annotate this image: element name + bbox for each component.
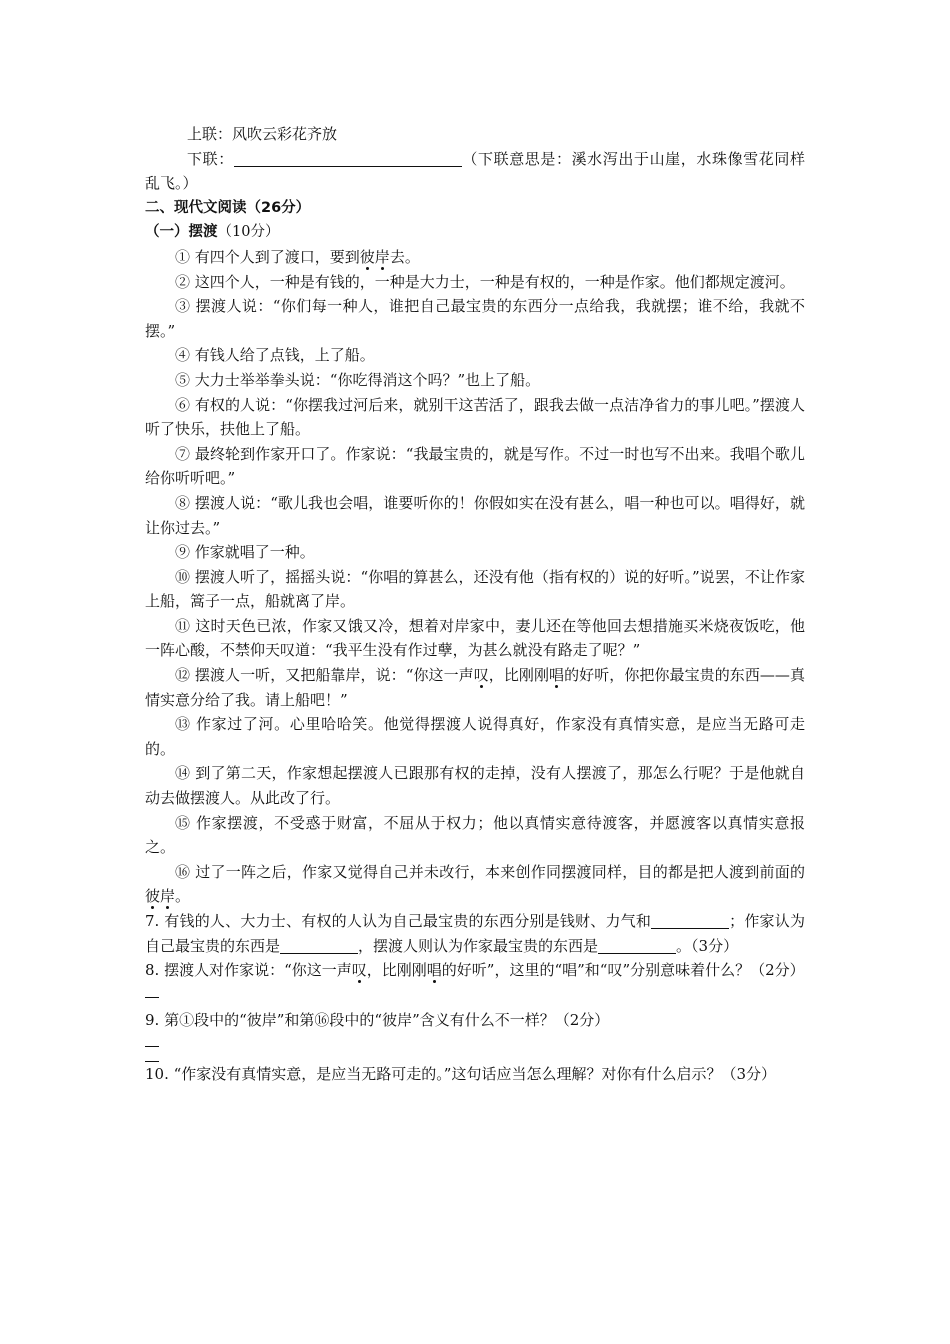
paragraph-14: ⑭ 到了第二天，作家想起摆渡人已跟那有权的走掉，没有人摆渡了，那怎么行呢？于是他就自动去做摆渡人。从此改了行。 [145, 764, 805, 808]
paragraph-12: ⑫ 摆渡人一听，又把船靠岸，说：“你这一声叹，比刚刚唱的好听，你把你最宝贵的东西——真情实意分给了我。请上船吧！” [145, 666, 805, 709]
question-9: 9. 第①段中的“彼岸”和第⑯段中的“彼岸”含义有什么不一样？（2分） [145, 1010, 610, 1029]
paragraph-2: ② 这四个人，一种是有钱的，一种是大力士，一种是有权的，一种是作家。他们都规定渡河。 [175, 272, 795, 291]
question-10: 10. “作家没有真情实意，是应当无路可走的。”这句话应当怎么理解？对你有什么启示？（3分） [145, 1065, 777, 1084]
paragraph-3: ③ 摆渡人说：“你们每一种人，谁把自己最宝贵的东西分一点给我，我就摆；谁不给，我就不摆。” [145, 297, 805, 340]
q7-blank-2[interactable] [280, 937, 358, 954]
section-title: 二、现代文阅读（26分） [145, 199, 311, 216]
paragraph-9: ⑨ 作家就唱了一种。 [175, 543, 315, 562]
subsection-score: （10分） [217, 224, 280, 241]
paragraph-7: ⑦ 最终轮到作家开口了。作家说：“我最宝贵的，就是写作。不过一时也写不出来。我唱个歌儿给你听听吧。” [145, 444, 805, 488]
emphasis-char: 彼 [145, 887, 161, 906]
q7-blank-3[interactable] [598, 937, 676, 954]
emphasis-char: 岸 [160, 887, 176, 906]
document-page [145, 122, 805, 1087]
emphasis-char: 唱 [426, 961, 442, 980]
question-7: 7. 有钱的人、大力士、有权的人认为自己最宝贵的东西分别是钱财、力气和 ；作家认为自己最宝贵的东西是 ，摆渡人则认为作家最宝贵的东西是 。（3分） [145, 912, 805, 955]
question-8: 8. 摆渡人对作家说：“你这一声叹，比刚刚唱的好听”，这里的“唱”和“叹”分别意味着什么？（2分） [145, 961, 805, 980]
paragraph-6: ⑥ 有权的人说：“你摆我过河后来，就别干这苦活了，跟我去做一点洁净省力的事儿吧。”摆渡人听了快乐，扶他上了船。 [145, 395, 805, 439]
couplet-answer-blank[interactable] [234, 150, 462, 167]
q8-answer-line[interactable] [145, 983, 159, 998]
emphasis-char: 叹 [351, 961, 367, 980]
paragraph-16: ⑯ 过了一阵之后，作家又觉得自己并未改行，本来创作同摆渡同样，目的都是把人渡到前面的彼岸。 [145, 862, 805, 906]
couplet-lower-label: 下联： [187, 149, 234, 168]
emphasis-char: 彼 [359, 247, 375, 266]
couplet-lower-hint: （下联意思是：溪水泻出于山崖，水珠像雪花同样乱飞。） [145, 149, 805, 193]
paragraph-1: ① 有四个人到了渡口，要到彼岸去。 [175, 247, 420, 266]
q9-answer-line-1[interactable] [145, 1032, 159, 1047]
couplet-upper: 上联：风吹云彩花齐放 [187, 125, 338, 143]
paragraph-4: ④ 有钱人给了点钱，上了船。 [175, 346, 375, 365]
emphasis-char: 岸 [374, 247, 390, 266]
paragraph-11: ⑪ 这时天色已浓，作家又饿又冷，想着对岸家中，妻儿还在等他回去想措施买米烧夜饭吃，他一阵心酸，不禁仰天叹道：“我平生没有作过孽，为甚么就没有路走了呢？” [145, 616, 805, 660]
paragraph-13: ⑬ 作家过了河。心里哈哈笑。他觉得摆渡人说得真好，作家没有真情实意，是应当无路可走的。 [145, 715, 805, 758]
couplet-lower [145, 147, 805, 196]
emphasis-char: 叹 [473, 666, 489, 685]
subsection-title [145, 220, 805, 245]
emphasis-char: 唱 [549, 666, 565, 685]
paragraph-8: ⑧ 摆渡人说：“歌儿我也会唱，谁要听你的！你假如实在没有甚么，唱一种也可以。唱得好，就让你过去。” [145, 493, 805, 537]
paragraph-5: ⑤ 大力士举举拳头说：“你吃得消这个吗？”也上了船。 [175, 370, 541, 389]
paragraph-10: ⑩ 摆渡人听了，摇摇头说：“你唱的算甚么，还没有他（指有权的）说的好听。”说罢，不让作家上船，篙子一点，船就离了岸。 [145, 567, 805, 611]
q9-answer-line-2[interactable] [145, 1047, 159, 1062]
subsection-name: （一）摆渡 [145, 224, 218, 241]
paragraph-15: ⑮ 作家摆渡，不受惑于财富，不屈从于权力；他以真情实意待渡客，并愿渡客以真情实意报之。 [145, 813, 805, 857]
q7-blank-1[interactable] [651, 912, 729, 929]
